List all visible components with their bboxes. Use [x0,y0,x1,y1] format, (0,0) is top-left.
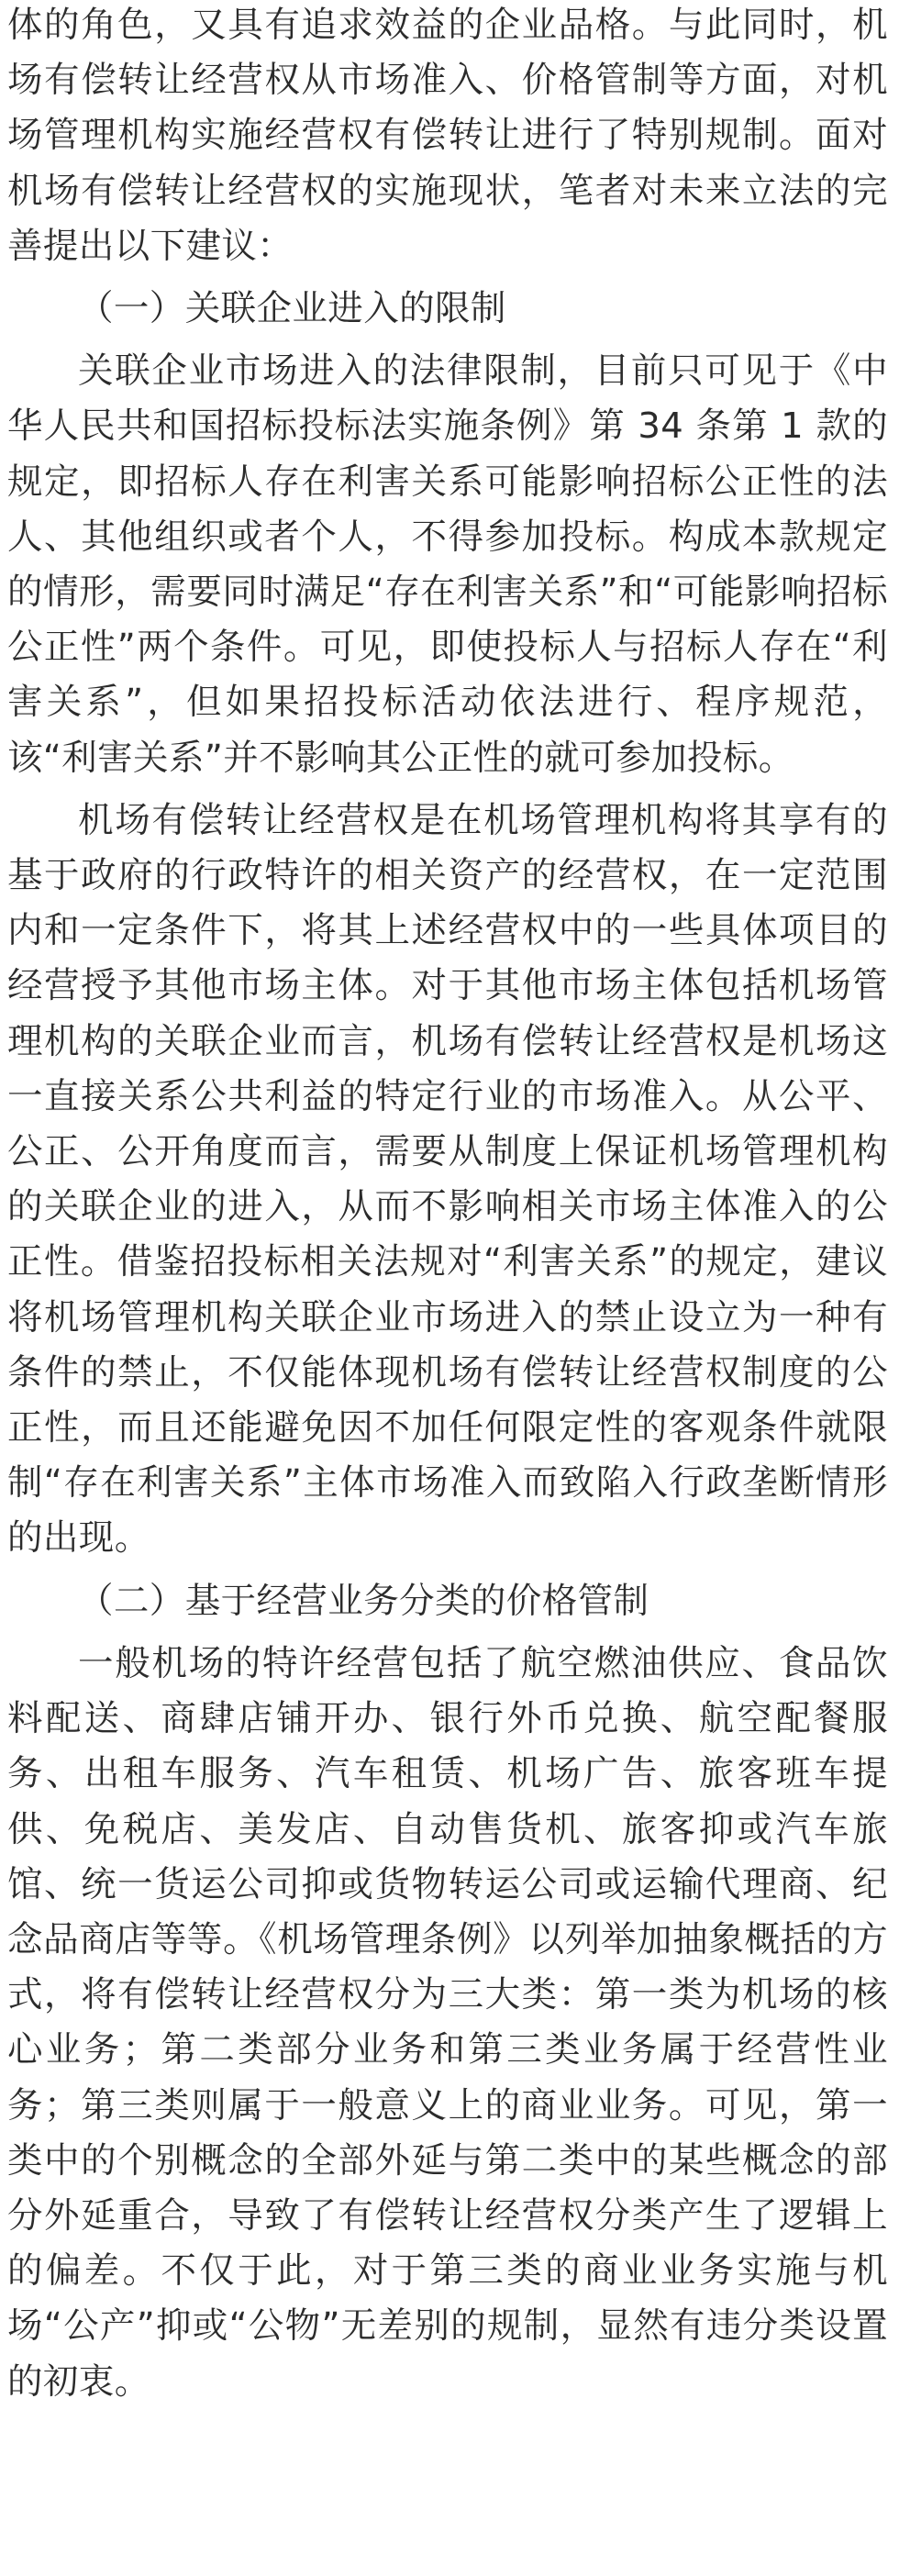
paragraph-airport-concession-market-access: 机场有偿转让经营权是在机场管理机构将其享有的基于政府的行政特许的相关资产的经营权，在一定范围内和一定条件下，将其上述经营权中的一些具体项目的经营授予其他市场主体。对于其他市场主体包括机场管理机构的关联企业而言，机场有偿转让经营权是机场这一直接关系公共利益的特定行业的市场准入。从公平、公正、公开角度而言，需要从制度上保证机场管理机构的关联企业的进入，从而不影响相关市场主体准入的公正性。借鉴招投标相关法规对“利害关系”的规定，建议将机场管理机构关联企业市场进入的禁止设立为一种有条件的禁止，不仅能体现机场有偿转让经营权制度的公正性，而且还能避免因不加任何限定性的客观条件就限制“存在利害关系”主体市场准入而致陷入行政垄断情形的出现。 [7,799,888,1560]
paragraph-related-enterprise-legal-limits: 关联企业市场进入的法律限制，目前只可见于《中华人民共和国招标投标法实施条例》第 34 条第 1 款的规定，即招标人存在利害关系可能影响招标公正性的法人、其他组织或者个人，不得参加投标。构成本款规定的情形，需要同时满足“存在利害关系”和“可能影响招标公正性”两个条件。可见，即使投标人与招标人存在“利害关系”，但如果招投标活动依法进行、程序规范，该“利害关系”并不影响其公正性的就可参加投标。 [7,350,888,779]
paragraph-business-classification: 一般机场的特许经营包括了航空燃油供应、食品饮料配送、商肆店铺开办、银行外币兑换、航空配餐服务、出租车服务、汽车租赁、机场广告、旅客班车提供、免税店、美发店、自动售货机、旅客抑或汽车旅馆、统一货运公司抑或货物转运公司或运输代理商、纪念品商店等等。《机场管理条例》以列举加抽象概括的方式，将有偿转让经营权分为三大类：第一类为机场的核心业务；第二类部分业务和第三类业务属于经营性业务；第三类则属于一般意义上的商业业务。可见，第一类中的个别概念的全部外延与第二类中的某些概念的部分外延重合，导致了有偿转让经营权分类产生了逻辑上的偏差。不仅于此，对于第三类的商业业务实施与机场“公产”抑或“公物”无差别的规制，显然有违分类设置的初衷。 [7,1642,888,2403]
section-heading-related-enterprise: （一）关联企业进入的限制 [78,288,506,330]
paragraph-intro-continued: 体的角色，又具有追求效益的企业品格。与此同时，机场有偿转让经营权从市场准入、价格管制等方面，对机场管理机构实施经营权有偿转让进行了特别规制。面对机场有偿转让经营权的实施现状，笔者对未来立法的完善提出以下建议： [7,5,888,267]
section-heading-price-control: （二）基于经营业务分类的价格管制 [78,1580,649,1622]
